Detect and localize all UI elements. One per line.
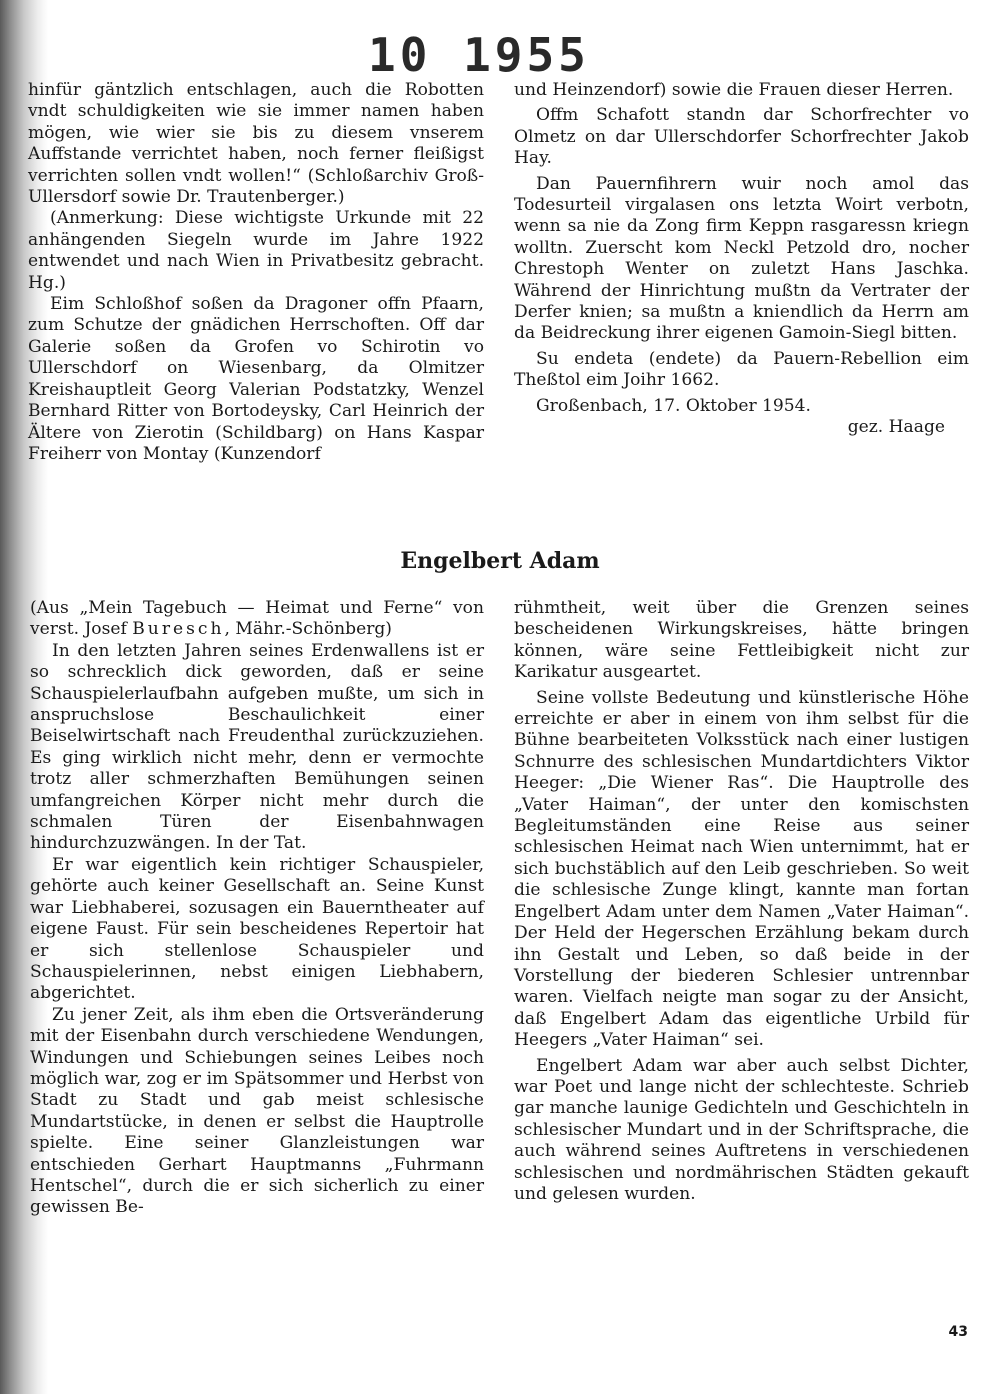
top-left-column (28, 80, 484, 465)
paragraph: Er war eigentlich kein richtiger Schauspieler, gehörte auch keiner Gesellschaft an. Seine Kunst war Liebhaberei, sozusagen ein Bauerntheater auf eigene Faust. Für sein bescheidenes Repertoir hat er sich stellenlose Schauspieler und Schauspielerinnen, nebst einigen Liebhabern, abgerichtet. (30, 854, 484, 1004)
paragraph: rühmtheit, weit über die Grenzen seines bescheidenen Wirkungskreises, hätte bringen können, wäre seine Fettleibigkeit nicht zur Karikatur ausgeartet. (514, 598, 969, 683)
source-lead: (Aus „Mein Tagebuch — Heimat und Ferne“ von verst. Josef (30, 598, 484, 640)
paragraph: Offm Schafott standn dar Schorfrechter vo Olmetz on dar Ullerschdorfer Schorfrechter Jakob Hay. (514, 105, 969, 169)
place-date: Großenbach, 17. Oktober 1954. (536, 395, 811, 416)
paragraph: Eim Schloßhof soßen da Dragoner offn Pfaarn, zum Schutze der gnädichen Herrschoften. Off dar Galerie soßen da Grofen vo Schirotin vo Ullerschdorf on Wiesenbarg, da Olmitzer Kreishauptleit Georg Valerian Podstatzky, Wenzel Bernhard Ritter von Bortodeysky, Carl Heinrich der Ältere von Zierotin (Schildbarg) on Hans Kaspar Freiherr von Montay (Kunzendorf (28, 294, 484, 464)
paragraph: Su endeta (endete) da Pauern-Rebellion eim Theßtol eim Joihr 1662. (514, 348, 969, 391)
paragraph: hinfür gäntzlich entschlagen, auch die Robotten vndt schuldigkeiten wie sie immer namen haben mögen, wie wier sie bis zu diesem vnserem Auffstande verrichtet haben, noch ferner fleißigst verrichten sollen vndt wollen!“ (Schloßarchiv Groß-Ullersdorf sowie Dr. Trautenberger.) (28, 80, 484, 208)
source-note (30, 598, 484, 641)
paragraph: In den letzten Jahren seines Erdenwallens ist er so schrecklich dick geworden, daß er seine Schauspielerlaufbahn aufgeben mußte, um sich in anspruchslose Beschaulichkeit einer Beiselwirtschaft nach Freudenthal zurückzuziehen. Es ging wirklich nicht mehr, denn er vermochte trotz aller schmerzhaften Bemühungen seinen umfangreichen Körper nicht mehr durch die schmalen Türen der Eisenbahnwagen hindurchzuzwängen. In der Tat. (30, 640, 484, 854)
source-author: Buresch (132, 619, 225, 640)
paragraph: Engelbert Adam war aber auch selbst Dichter, war Poet und lange nicht der schlechteste. Schrieb gar manche launige Gedichteln und Geschichteln in schlesischer Mundart und in der Schriftsprache, die auch während seines Auftretens in verschiedenen schlesischen und nordmährischen Städten gekauft und gelesen wurden. (514, 1055, 969, 1204)
bottom-left-column (30, 598, 484, 1219)
bottom-right-column (514, 598, 969, 1205)
date-stamp: 10 1955 (368, 28, 590, 82)
source-tail: , Mähr.-Schönberg) (224, 619, 392, 640)
paragraph: und Heinzendorf) sowie die Frauen dieser Herren. (514, 80, 954, 100)
page-number: 43 (948, 1324, 968, 1340)
top-right-column (514, 80, 969, 439)
paragraph: Zu jener Zeit, als ihm eben die Ortsveränderung mit der Eisenbahn durch verschiedene Wendungen, Windungen und Schiebungen seines Leibes noch möglich war, zog er im Spätsommer und Herbst von Stadt zu Stadt und gab meist schlesische Mundartstücke, in denen er selbst die Hauptrolle spielte. Eine seiner Glanzleistungen war entschieden Gerhart Hauptmanns „Fuhrmann Hentschel“, durch die er sich sicherlich zu einer gewissen Be- (30, 1004, 484, 1218)
article-title: Engelbert Adam (400, 548, 600, 574)
paragraph: (Anmerkung: Diese wichtigste Urkunde mit 22 anhängenden Siegeln wurde im Jahre 1922 entwendet und nach Wien in Privatbesitz gebracht. Hg.) (28, 208, 484, 293)
signature: gez. Haage (847, 417, 945, 438)
paragraph: Seine vollste Bedeutung und künstlerische Höhe erreichte er aber in einem von ihm selbst für die Bühne bearbeiteten Volksstück nach einer lustigen Schnurre des schlesischen Mundartdichters Viktor Heeger: „Die Wiener Ras“. Die Hauptrolle des „Vater Haiman“, der unter den komischsten Begleitumständen eine Reise aus seiner schlesischen Heimat nach Wien unternimmt, hat er sich buchstäblich auf den Leib geschrieben. So weit die schlesische Zunge klingt, kannte man fortan Engelbert Adam unter dem Namen „Vater Haiman“. Der Held der Hegerschen Erzählung bekam durch ihn Gestalt und Leben, so daß beide in der Vorstellung der biederen Schlesier untrennbar waren. Vielfach neigte man sogar zu der Ansicht, daß Engelbert Adam das eigentliche Urbild für Heegers „Vater Haiman“ sei. (514, 687, 969, 1051)
paragraph: Dan Pauernfihrern wuir noch amol das Todesurteil virgalasen ons letzta Woirt verbotn, wenn sa nie da Zong firm Keppn rasgaressn kriegn wolltn. Zuerscht kom Neckl Petzold dro, nocher Chrestoph Wenter on zuletzt Hans Jaschka. Während der Hinrichtung mußtn da Vertrater der Derfer knien; sa mußtn a kniendlich da Herrn am da Beidreckung ihrer eigenen Gamoin-Siegl bitten. (514, 173, 969, 344)
